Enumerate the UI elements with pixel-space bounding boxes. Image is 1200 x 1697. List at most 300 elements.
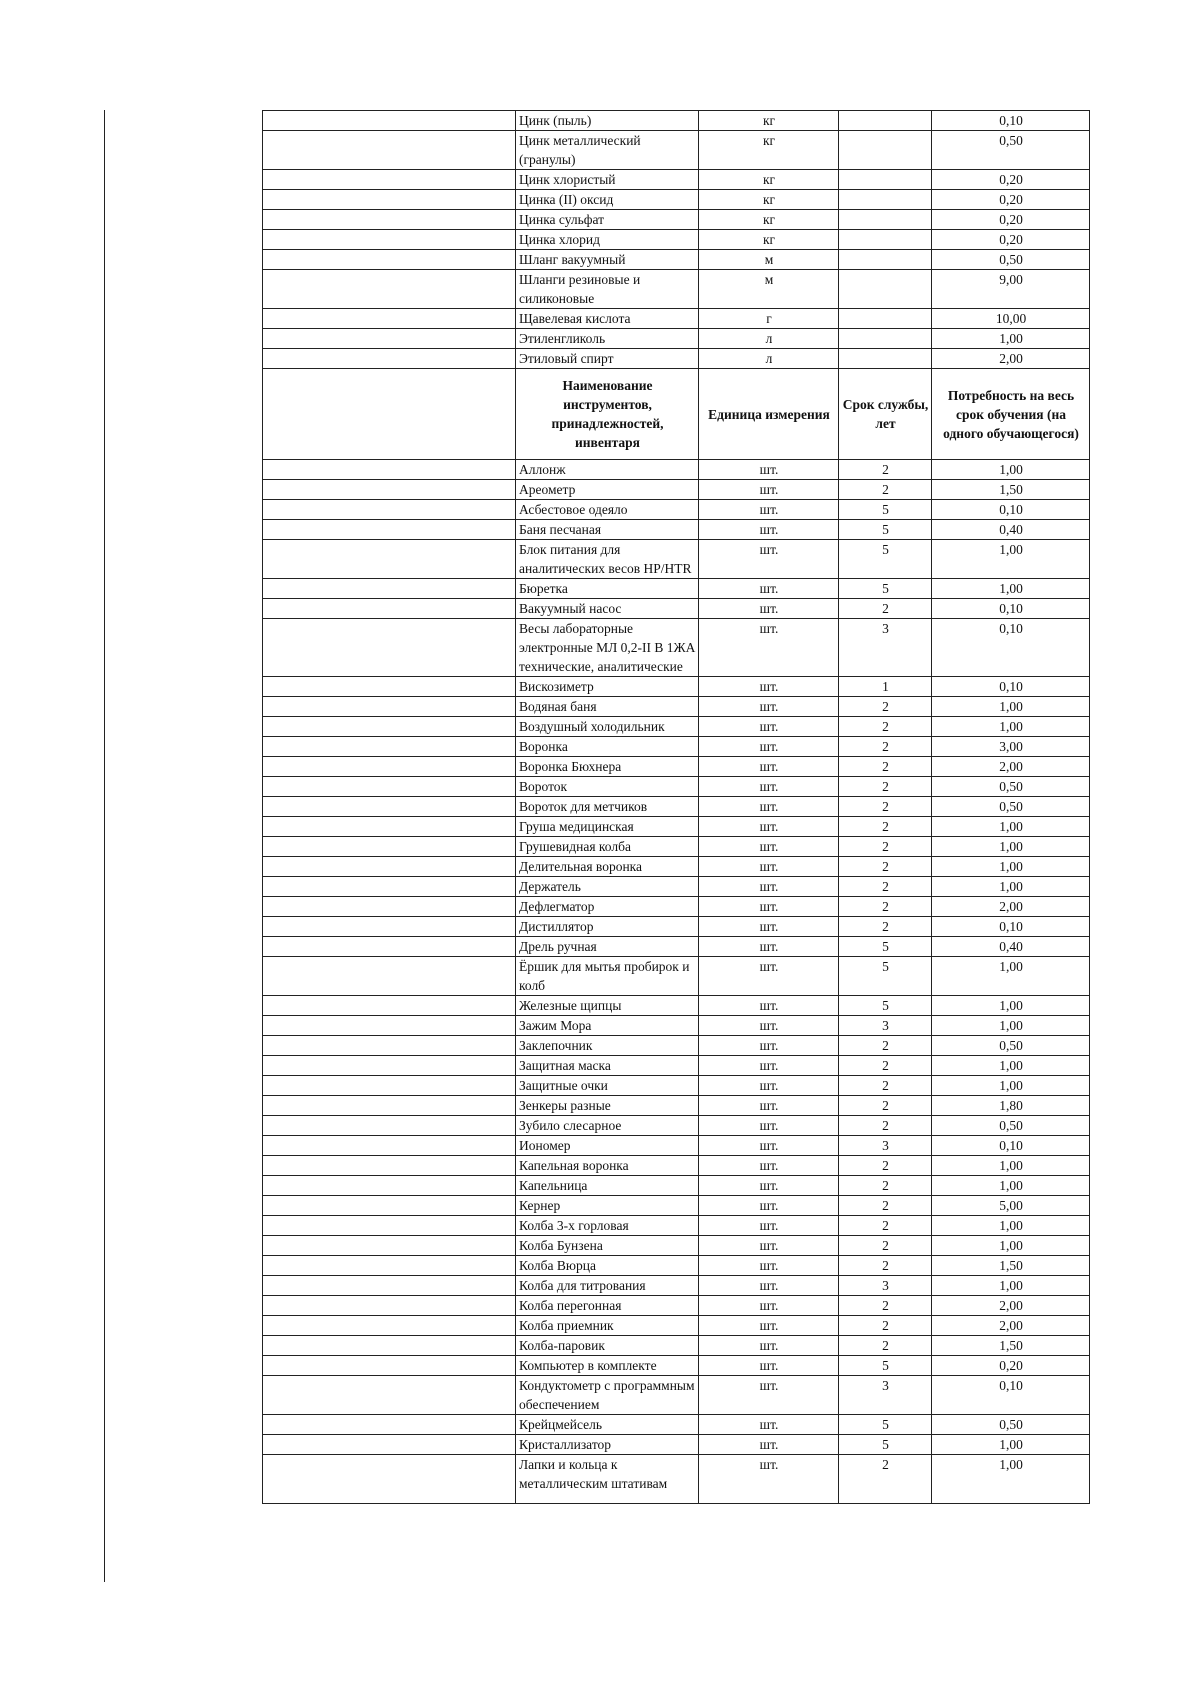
item-unit: кг xyxy=(699,230,839,250)
item-service-life: 3 xyxy=(839,1276,932,1296)
table-row xyxy=(263,270,1090,309)
item-requirement: 0,40 xyxy=(932,937,1090,957)
item-service-life xyxy=(839,210,932,230)
item-service-life xyxy=(839,329,932,349)
item-requirement: 1,50 xyxy=(932,1256,1090,1276)
table-row xyxy=(263,737,1090,757)
item-service-life: 5 xyxy=(839,1356,932,1376)
item-unit: шт. xyxy=(699,1136,839,1156)
item-service-life: 2 xyxy=(839,857,932,877)
table-row xyxy=(263,1136,1090,1156)
table-row xyxy=(263,480,1090,500)
table-row xyxy=(263,1455,1090,1504)
header-need: Потребность на весь срок обучения (на одного обучающегося) xyxy=(932,369,1090,460)
blank-cell xyxy=(263,777,516,797)
item-service-life: 2 xyxy=(839,1296,932,1316)
blank-cell xyxy=(263,111,516,131)
item-unit: м xyxy=(699,270,839,309)
item-unit: шт. xyxy=(699,697,839,717)
blank-cell xyxy=(263,329,516,349)
blank-cell xyxy=(263,131,516,170)
item-name: Колба Вюрца xyxy=(516,1256,699,1276)
blank-cell xyxy=(263,270,516,309)
item-unit: шт. xyxy=(699,837,839,857)
blank-cell xyxy=(263,857,516,877)
table-row xyxy=(263,1216,1090,1236)
item-requirement: 1,00 xyxy=(932,957,1090,996)
item-name: Иономер xyxy=(516,1136,699,1156)
table-row xyxy=(263,1356,1090,1376)
item-service-life: 2 xyxy=(839,717,932,737)
item-name: Кристаллизатор xyxy=(516,1435,699,1455)
item-name: Колба перегонная xyxy=(516,1296,699,1316)
item-unit: шт. xyxy=(699,1336,839,1356)
blank-cell xyxy=(263,170,516,190)
item-requirement: 1,00 xyxy=(932,1156,1090,1176)
item-requirement: 2,00 xyxy=(932,757,1090,777)
item-unit: шт. xyxy=(699,1156,839,1176)
item-name: Цинка (II) оксид xyxy=(516,190,699,210)
blank-cell xyxy=(263,1196,516,1216)
item-service-life: 3 xyxy=(839,1376,932,1415)
item-requirement: 0,10 xyxy=(932,1136,1090,1156)
item-service-life: 2 xyxy=(839,1176,932,1196)
item-service-life: 2 xyxy=(839,917,932,937)
table-row xyxy=(263,957,1090,996)
table-row xyxy=(263,170,1090,190)
table-row xyxy=(263,460,1090,480)
item-unit: шт. xyxy=(699,1076,839,1096)
blank-cell xyxy=(263,480,516,500)
item-service-life: 2 xyxy=(839,1096,932,1116)
item-unit: шт. xyxy=(699,996,839,1016)
item-unit: шт. xyxy=(699,1016,839,1036)
item-unit: м xyxy=(699,250,839,270)
item-service-life: 5 xyxy=(839,500,932,520)
item-name: Защитные очки xyxy=(516,1076,699,1096)
table-row xyxy=(263,1076,1090,1096)
item-service-life xyxy=(839,190,932,210)
blank-cell xyxy=(263,1016,516,1036)
item-requirement: 1,00 xyxy=(932,579,1090,599)
table-row xyxy=(263,540,1090,579)
item-name: Грушевидная колба xyxy=(516,837,699,857)
item-requirement: 0,20 xyxy=(932,1356,1090,1376)
table-row xyxy=(263,1056,1090,1076)
item-unit: кг xyxy=(699,170,839,190)
item-unit: шт. xyxy=(699,1296,839,1316)
item-requirement: 0,10 xyxy=(932,1376,1090,1415)
tools-section xyxy=(263,460,1090,1504)
item-name: Держатель xyxy=(516,877,699,897)
item-service-life xyxy=(839,250,932,270)
chemicals-section xyxy=(263,111,1090,369)
blank-cell xyxy=(263,1296,516,1316)
table-row xyxy=(263,1336,1090,1356)
header-name: Наименование инструментов, принадлежностей, инвентаря xyxy=(516,369,699,460)
item-service-life: 1 xyxy=(839,677,932,697)
item-name: Кернер xyxy=(516,1196,699,1216)
table-row xyxy=(263,937,1090,957)
table-row xyxy=(263,599,1090,619)
item-requirement: 1,00 xyxy=(932,1276,1090,1296)
item-requirement: 1,00 xyxy=(932,1176,1090,1196)
item-name: Вискозиметр xyxy=(516,677,699,697)
blank-cell xyxy=(263,1356,516,1376)
item-unit: шт. xyxy=(699,1415,839,1435)
item-unit: шт. xyxy=(699,599,839,619)
equipment-table xyxy=(262,110,1090,1504)
item-service-life: 5 xyxy=(839,1415,932,1435)
item-unit: шт. xyxy=(699,777,839,797)
item-requirement: 1,00 xyxy=(932,857,1090,877)
item-requirement: 1,00 xyxy=(932,697,1090,717)
item-name: Ёршик для мытья пробирок и колб xyxy=(516,957,699,996)
table-row xyxy=(263,111,1090,131)
table-row xyxy=(263,619,1090,677)
table-row xyxy=(263,1435,1090,1455)
blank-cell xyxy=(263,917,516,937)
item-service-life: 2 xyxy=(839,1156,932,1176)
item-unit: шт. xyxy=(699,1256,839,1276)
item-unit: г xyxy=(699,309,839,329)
blank-cell xyxy=(263,937,516,957)
blank-cell xyxy=(263,817,516,837)
item-name: Воронка xyxy=(516,737,699,757)
item-name: Вороток xyxy=(516,777,699,797)
item-name: Дефлегматор xyxy=(516,897,699,917)
left-margin-rule xyxy=(104,110,105,1582)
item-unit: шт. xyxy=(699,897,839,917)
table-row xyxy=(263,897,1090,917)
item-name: Этиловый спирт xyxy=(516,349,699,369)
item-requirement: 1,50 xyxy=(932,480,1090,500)
table-row xyxy=(263,329,1090,349)
table-row xyxy=(263,210,1090,230)
item-requirement: 2,00 xyxy=(932,897,1090,917)
item-unit: шт. xyxy=(699,717,839,737)
item-requirement: 0,10 xyxy=(932,677,1090,697)
blank-cell xyxy=(263,190,516,210)
item-name: Капельная воронка xyxy=(516,1156,699,1176)
item-service-life: 5 xyxy=(839,937,932,957)
item-service-life: 2 xyxy=(839,1455,932,1504)
item-service-life: 2 xyxy=(839,877,932,897)
item-name: Защитная маска xyxy=(516,1056,699,1076)
item-name: Дистиллятор xyxy=(516,917,699,937)
item-name: Цинк (пыль) xyxy=(516,111,699,131)
blank-cell xyxy=(263,1415,516,1435)
item-service-life: 2 xyxy=(839,1336,932,1356)
blank-cell xyxy=(263,677,516,697)
table-row xyxy=(263,877,1090,897)
item-unit: шт. xyxy=(699,500,839,520)
item-name: Воздушный холодильник xyxy=(516,717,699,737)
item-unit: шт. xyxy=(699,540,839,579)
item-unit: шт. xyxy=(699,1356,839,1376)
blank-cell xyxy=(263,897,516,917)
item-name: Крейцмейсель xyxy=(516,1415,699,1435)
blank-cell xyxy=(263,1236,516,1256)
item-unit: шт. xyxy=(699,1176,839,1196)
item-name: Шланги резиновые и силиконовые xyxy=(516,270,699,309)
table-row xyxy=(263,1176,1090,1196)
table-row xyxy=(263,837,1090,857)
item-name: Дрель ручная xyxy=(516,937,699,957)
table-row xyxy=(263,1256,1090,1276)
item-name: Вакуумный насос xyxy=(516,599,699,619)
blank-cell xyxy=(263,540,516,579)
item-name: Колба для титрования xyxy=(516,1276,699,1296)
blank-cell xyxy=(263,250,516,270)
blank-cell xyxy=(263,757,516,777)
item-requirement: 0,10 xyxy=(932,619,1090,677)
item-unit: шт. xyxy=(699,1116,839,1136)
item-name: Цинка хлорид xyxy=(516,230,699,250)
table-row xyxy=(263,697,1090,717)
blank-cell xyxy=(263,599,516,619)
item-service-life: 2 xyxy=(839,1036,932,1056)
blank-cell xyxy=(263,520,516,540)
table-row xyxy=(263,996,1090,1016)
item-requirement: 1,00 xyxy=(932,996,1090,1016)
item-requirement: 1,00 xyxy=(932,1455,1090,1504)
item-service-life: 2 xyxy=(839,897,932,917)
item-unit: шт. xyxy=(699,579,839,599)
item-requirement: 0,50 xyxy=(932,1036,1090,1056)
item-unit: шт. xyxy=(699,857,839,877)
item-name: Зенкеры разные xyxy=(516,1096,699,1116)
item-requirement: 0,50 xyxy=(932,1415,1090,1435)
item-service-life: 3 xyxy=(839,619,932,677)
item-service-life xyxy=(839,131,932,170)
item-name: Цинка сульфат xyxy=(516,210,699,230)
item-name: Колба 3-х горловая xyxy=(516,1216,699,1236)
item-service-life: 2 xyxy=(839,817,932,837)
item-requirement: 1,00 xyxy=(932,717,1090,737)
item-unit: кг xyxy=(699,111,839,131)
item-requirement: 0,10 xyxy=(932,500,1090,520)
item-requirement: 0,50 xyxy=(932,131,1090,170)
item-requirement: 1,00 xyxy=(932,817,1090,837)
item-name: Воронка Бюхнера xyxy=(516,757,699,777)
item-service-life: 2 xyxy=(839,460,932,480)
item-service-life: 2 xyxy=(839,797,932,817)
item-unit: шт. xyxy=(699,817,839,837)
table-row xyxy=(263,1096,1090,1116)
item-requirement: 0,20 xyxy=(932,230,1090,250)
item-name: Бюретка xyxy=(516,579,699,599)
item-service-life: 5 xyxy=(839,996,932,1016)
item-requirement: 1,50 xyxy=(932,1336,1090,1356)
table-row xyxy=(263,1016,1090,1036)
item-requirement: 2,00 xyxy=(932,349,1090,369)
item-requirement: 1,00 xyxy=(932,1076,1090,1096)
item-name: Колба Бунзена xyxy=(516,1236,699,1256)
item-service-life: 3 xyxy=(839,1016,932,1036)
item-unit: шт. xyxy=(699,757,839,777)
item-requirement: 3,00 xyxy=(932,737,1090,757)
item-service-life: 5 xyxy=(839,957,932,996)
item-name: Капельница xyxy=(516,1176,699,1196)
item-service-life: 2 xyxy=(839,757,932,777)
item-name: Аллонж xyxy=(516,460,699,480)
table-row xyxy=(263,1236,1090,1256)
item-service-life: 2 xyxy=(839,1256,932,1276)
table-row xyxy=(263,1156,1090,1176)
item-requirement: 0,10 xyxy=(932,917,1090,937)
item-service-life: 2 xyxy=(839,777,932,797)
item-requirement: 1,80 xyxy=(932,1096,1090,1116)
item-unit: шт. xyxy=(699,1276,839,1296)
item-name: Баня песчаная xyxy=(516,520,699,540)
item-service-life xyxy=(839,111,932,131)
item-name: Весы лабораторные электронные МЛ 0,2-II В 1ЖА технические, аналитические xyxy=(516,619,699,677)
blank-cell xyxy=(263,1116,516,1136)
item-requirement: 5,00 xyxy=(932,1196,1090,1216)
item-name: Цинк хлористый xyxy=(516,170,699,190)
item-unit: шт. xyxy=(699,480,839,500)
item-unit: шт. xyxy=(699,520,839,540)
item-name: Асбестовое одеяло xyxy=(516,500,699,520)
item-service-life: 2 xyxy=(839,1056,932,1076)
blank-cell xyxy=(263,957,516,996)
item-requirement: 0,50 xyxy=(932,777,1090,797)
blank-cell xyxy=(263,1096,516,1116)
blank-cell xyxy=(263,619,516,677)
item-unit: шт. xyxy=(699,1236,839,1256)
item-name: Груша медицинская xyxy=(516,817,699,837)
item-requirement: 2,00 xyxy=(932,1296,1090,1316)
table-row xyxy=(263,1296,1090,1316)
item-unit: л xyxy=(699,349,839,369)
item-unit: кг xyxy=(699,190,839,210)
blank-cell xyxy=(263,717,516,737)
item-name: Ареометр xyxy=(516,480,699,500)
table-row xyxy=(263,230,1090,250)
item-requirement: 1,00 xyxy=(932,329,1090,349)
blank-cell xyxy=(263,737,516,757)
item-service-life: 5 xyxy=(839,540,932,579)
item-unit: шт. xyxy=(699,797,839,817)
item-service-life: 2 xyxy=(839,1196,932,1216)
blank-cell xyxy=(263,1376,516,1415)
item-name: Колба-паровик xyxy=(516,1336,699,1356)
item-name: Компьютер в комплекте xyxy=(516,1356,699,1376)
item-unit: шт. xyxy=(699,937,839,957)
blank-cell xyxy=(263,579,516,599)
table-row xyxy=(263,1196,1090,1216)
item-unit: шт. xyxy=(699,1216,839,1236)
item-unit: шт. xyxy=(699,460,839,480)
item-unit: л xyxy=(699,329,839,349)
item-name: Лапки и кольца к металлическим штативам xyxy=(516,1455,699,1504)
item-unit: шт. xyxy=(699,1196,839,1216)
blank-cell xyxy=(263,1176,516,1196)
table-row xyxy=(263,717,1090,737)
item-requirement: 1,00 xyxy=(932,877,1090,897)
tools-header-section xyxy=(263,369,1090,460)
item-requirement: 0,20 xyxy=(932,170,1090,190)
item-requirement: 1,00 xyxy=(932,1056,1090,1076)
item-name: Щавелевая кислота xyxy=(516,309,699,329)
item-name: Зажим Мора xyxy=(516,1016,699,1036)
item-service-life: 2 xyxy=(839,480,932,500)
item-unit: кг xyxy=(699,210,839,230)
item-unit: шт. xyxy=(699,737,839,757)
table-row xyxy=(263,677,1090,697)
item-name: Кондуктометр с программным обеспечением xyxy=(516,1376,699,1415)
blank-cell xyxy=(263,797,516,817)
item-requirement: 9,00 xyxy=(932,270,1090,309)
blank-cell xyxy=(263,1216,516,1236)
item-requirement: 0,20 xyxy=(932,210,1090,230)
item-service-life: 2 xyxy=(839,1076,932,1096)
table-row xyxy=(263,500,1090,520)
item-requirement: 0,20 xyxy=(932,190,1090,210)
item-unit: шт. xyxy=(699,877,839,897)
item-unit: шт. xyxy=(699,1376,839,1415)
blank-cell xyxy=(263,1276,516,1296)
item-service-life: 2 xyxy=(839,1116,932,1136)
item-service-life: 2 xyxy=(839,1236,932,1256)
item-unit: шт. xyxy=(699,1435,839,1455)
table-row xyxy=(263,1415,1090,1435)
blank-cell xyxy=(263,210,516,230)
blank-cell xyxy=(263,1056,516,1076)
blank-cell xyxy=(263,1336,516,1356)
item-name: Заклепочник xyxy=(516,1036,699,1056)
item-service-life: 2 xyxy=(839,837,932,857)
blank-cell xyxy=(263,1256,516,1276)
blank-cell xyxy=(263,500,516,520)
item-requirement: 1,00 xyxy=(932,1216,1090,1236)
item-name: Этиленгликоль xyxy=(516,329,699,349)
tools-header-row xyxy=(263,369,1090,460)
item-requirement: 1,00 xyxy=(932,540,1090,579)
header-empty-cell xyxy=(263,369,516,460)
item-requirement: 1,00 xyxy=(932,460,1090,480)
item-unit: шт. xyxy=(699,1096,839,1116)
item-unit: шт. xyxy=(699,1316,839,1336)
blank-cell xyxy=(263,1036,516,1056)
item-requirement: 1,00 xyxy=(932,1236,1090,1256)
table-row xyxy=(263,309,1090,329)
table-row xyxy=(263,757,1090,777)
item-name: Вороток для метчиков xyxy=(516,797,699,817)
item-unit: шт. xyxy=(699,957,839,996)
item-service-life: 2 xyxy=(839,737,932,757)
item-unit: шт. xyxy=(699,1455,839,1504)
header-unit: Единица измерения xyxy=(699,369,839,460)
table-row xyxy=(263,520,1090,540)
item-unit: шт. xyxy=(699,1036,839,1056)
blank-cell xyxy=(263,460,516,480)
item-service-life xyxy=(839,270,932,309)
table-row xyxy=(263,817,1090,837)
item-requirement: 0,50 xyxy=(932,250,1090,270)
item-requirement: 0,10 xyxy=(932,599,1090,619)
header-life: Срок службы, лет xyxy=(839,369,932,460)
item-name: Зубило слесарное xyxy=(516,1116,699,1136)
blank-cell xyxy=(263,697,516,717)
item-name: Цинк металлический (гранулы) xyxy=(516,131,699,170)
item-requirement: 1,00 xyxy=(932,1016,1090,1036)
item-name: Шланг вакуумный xyxy=(516,250,699,270)
table-row xyxy=(263,1276,1090,1296)
item-unit: шт. xyxy=(699,677,839,697)
item-unit: кг xyxy=(699,131,839,170)
